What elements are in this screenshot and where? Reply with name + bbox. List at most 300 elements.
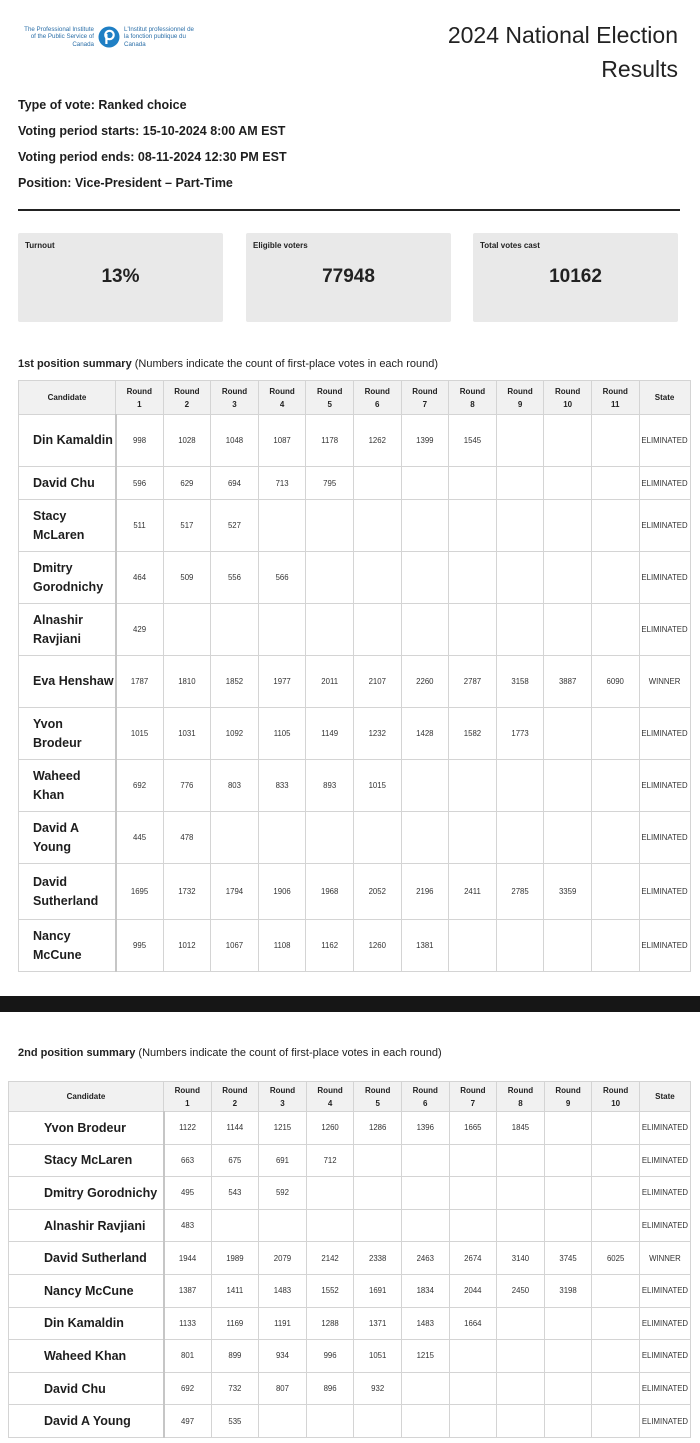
vote-count: 996: [306, 1340, 354, 1373]
vote-count: [591, 864, 639, 920]
vote-count: [591, 760, 639, 812]
vote-count: 556: [211, 552, 259, 604]
vote-count: 1552: [306, 1274, 354, 1307]
vote-count: 663: [164, 1144, 212, 1177]
table-row: [19, 920, 691, 972]
vote-count: 893: [306, 760, 354, 812]
section-divider: [0, 996, 700, 1012]
vote-count: 807: [259, 1372, 307, 1405]
vote-count: [544, 1144, 592, 1177]
voting-period-start: Voting period starts: 15-10-2024 8:00 AM EST: [18, 124, 286, 138]
round-number: 5: [375, 1098, 380, 1108]
round-label: Round: [412, 386, 438, 396]
vote-count: [496, 604, 544, 656]
vote-count: [544, 500, 592, 552]
round-header: [449, 381, 497, 415]
round-number: 1: [185, 1098, 190, 1108]
vote-count: 2052: [353, 864, 401, 920]
round-label: Round: [555, 1085, 581, 1095]
vote-count: [354, 1144, 402, 1177]
vote-count: [496, 812, 544, 864]
turnout-card: [18, 233, 223, 322]
vote-count: 694: [211, 467, 259, 500]
vote-count: 732: [211, 1372, 259, 1405]
candidate-name: Yvon Brodeur: [9, 1112, 164, 1145]
total-votes-label: Total votes cast: [480, 241, 540, 250]
vote-count: 1028: [163, 415, 211, 467]
candidate-name: Stacy McLaren: [19, 500, 116, 552]
round-label: Round: [364, 386, 390, 396]
summary1-title: [18, 358, 438, 370]
candidate-state: ELIMINATED: [639, 604, 690, 656]
candidate-name: Nancy McCune: [19, 920, 116, 972]
candidate-state: ELIMINATED: [639, 1405, 690, 1438]
total-votes-value: 10162: [549, 266, 602, 287]
vote-count: [449, 604, 497, 656]
round-number: 8: [518, 1098, 523, 1108]
vote-count: 1012: [163, 920, 211, 972]
vote-count: 1169: [211, 1307, 259, 1340]
vote-count: 1989: [211, 1242, 259, 1275]
vote-count: [592, 1307, 640, 1340]
election-details: [18, 96, 680, 200]
vote-count: 1664: [449, 1307, 497, 1340]
vote-count: [401, 812, 449, 864]
round-header: [259, 1082, 307, 1112]
vote-count: 692: [164, 1372, 212, 1405]
candidate-state: WINNER: [639, 1242, 690, 1275]
round-label: Round: [221, 386, 248, 396]
vote-count: [258, 812, 306, 864]
vote-count: 1794: [211, 864, 259, 920]
candidate-state: ELIMINATED: [639, 708, 690, 760]
page-header: [0, 0, 700, 90]
vote-count: 543: [211, 1177, 259, 1210]
vote-count: [591, 415, 639, 467]
vote-count: [449, 1144, 497, 1177]
vote-count: 934: [259, 1340, 307, 1373]
candidate-name: Waheed Khan: [19, 760, 116, 812]
vote-count: 596: [116, 467, 164, 500]
vote-count: 3198: [544, 1274, 592, 1307]
vote-count: 1968: [306, 864, 354, 920]
summary2-title-bold: 2nd position summary: [18, 1047, 136, 1059]
vote-count: [353, 604, 401, 656]
round-label: Round: [317, 1085, 343, 1095]
table-row: [19, 552, 691, 604]
vote-count: [592, 1372, 640, 1405]
vote-count: 464: [116, 552, 164, 604]
summary2-table: [8, 1081, 691, 1438]
vote-count: 795: [306, 467, 354, 500]
candidate-state: ELIMINATED: [639, 1209, 690, 1242]
vote-count: 1105: [258, 708, 306, 760]
round-number: 10: [563, 399, 573, 409]
round-header: [497, 1082, 545, 1112]
vote-count: 1944: [164, 1242, 212, 1275]
table-row: [9, 1307, 691, 1340]
vote-count: [544, 1372, 592, 1405]
vote-count: [449, 1372, 497, 1405]
vote-count: 2338: [354, 1242, 402, 1275]
round-label: Round: [602, 1085, 629, 1095]
logo-text-fr: L'Institut professionnel de la fonction publique du Canada: [124, 25, 194, 48]
candidate-name: David Chu: [9, 1372, 164, 1405]
vote-count: 899: [211, 1340, 259, 1373]
vote-count: [449, 1177, 497, 1210]
vote-count: [259, 1405, 307, 1438]
candidate-name: Alnashir Ravjiani: [19, 604, 116, 656]
vote-count: 2785: [496, 864, 544, 920]
vote-count: 2674: [449, 1242, 497, 1275]
vote-count: 1691: [354, 1274, 402, 1307]
round-label: Round: [412, 1085, 438, 1095]
round-number: 6: [423, 1098, 428, 1108]
vote-count: 1371: [354, 1307, 402, 1340]
vote-count: 592: [259, 1177, 307, 1210]
candidate-name: David Chu: [19, 467, 116, 500]
vote-count: [496, 920, 544, 972]
vote-count: 509: [163, 552, 211, 604]
round-header: [592, 1082, 640, 1112]
vote-count: [401, 1144, 449, 1177]
table-row: [19, 656, 691, 708]
vote-count: 1108: [258, 920, 306, 972]
vote-count: [592, 1177, 640, 1210]
vote-count: [401, 467, 449, 500]
vote-count: 3745: [544, 1242, 592, 1275]
vote-count: 1845: [497, 1112, 545, 1145]
turnout-value: 13%: [101, 266, 140, 287]
vote-count: [591, 467, 639, 500]
vote-count: 1262: [353, 415, 401, 467]
candidate-state: ELIMINATED: [639, 864, 690, 920]
round-number: 1: [137, 399, 142, 409]
candidate-name: David Sutherland: [9, 1242, 164, 1275]
round-number: 7: [422, 399, 428, 409]
vote-count: 2107: [353, 656, 401, 708]
vote-count: 2450: [497, 1274, 545, 1307]
candidate-name: Yvon Brodeur: [19, 708, 116, 760]
vote-count: [401, 500, 449, 552]
round-header: [544, 381, 592, 415]
vote-count: 3140: [497, 1242, 545, 1275]
vote-count: [353, 500, 401, 552]
vote-count: [592, 1112, 640, 1145]
vote-count: [211, 604, 259, 656]
vote-count: 2011: [306, 656, 354, 708]
vote-count: [496, 500, 544, 552]
vote-count: 1773: [496, 708, 544, 760]
round-number: 11: [611, 399, 620, 409]
vote-count: [306, 604, 354, 656]
vote-count: 713: [258, 467, 306, 500]
vote-count: 801: [164, 1340, 212, 1373]
candidate-state: WINNER: [639, 656, 690, 708]
vote-count: [258, 500, 306, 552]
table-row: [9, 1242, 691, 1275]
round-label: Round: [222, 1085, 248, 1095]
vote-count: 497: [164, 1405, 212, 1438]
vote-count: 566: [258, 552, 306, 604]
candidate-state: ELIMINATED: [639, 1112, 690, 1145]
vote-count: 2463: [401, 1242, 449, 1275]
vote-count: 1483: [259, 1274, 307, 1307]
vote-count: 1411: [211, 1274, 259, 1307]
summary1-title-rest: (Numbers indicate the count of first-place votes in each round): [131, 358, 439, 370]
round-header: [116, 381, 164, 415]
vote-count: 1387: [164, 1274, 212, 1307]
round-header: [353, 381, 401, 415]
table-row: [9, 1112, 691, 1145]
table-row: [9, 1372, 691, 1405]
vote-count: [544, 415, 592, 467]
vote-count: 1288: [306, 1307, 354, 1340]
round-header: [306, 1082, 354, 1112]
vote-count: 1260: [306, 1112, 354, 1145]
round-header: [258, 381, 306, 415]
vote-count: [353, 552, 401, 604]
vote-count: 896: [306, 1372, 354, 1405]
vote-count: 1834: [401, 1274, 449, 1307]
vote-count: 535: [211, 1405, 259, 1438]
round-number: 8: [470, 399, 475, 409]
vote-count: [353, 467, 401, 500]
vote-count: 1232: [353, 708, 401, 760]
vote-count: 1665: [449, 1112, 497, 1145]
vote-count: [591, 604, 639, 656]
vote-count: [591, 708, 639, 760]
candidate-state: ELIMINATED: [639, 1372, 690, 1405]
round-header: [591, 381, 639, 415]
round-number: 9: [565, 1098, 571, 1108]
vote-count: 1015: [353, 760, 401, 812]
vote-count: [211, 812, 259, 864]
vote-count: 2411: [449, 864, 497, 920]
vote-count: 1215: [259, 1112, 307, 1145]
table-row: [9, 1144, 691, 1177]
vote-count: [497, 1405, 545, 1438]
vote-count: [401, 1372, 449, 1405]
table-row: [9, 1209, 691, 1242]
round-header: [306, 381, 354, 415]
candidate-name: Dmitry Gorodnichy: [9, 1177, 164, 1210]
vote-count: [306, 1405, 354, 1438]
vote-count: [592, 1144, 640, 1177]
vote-count: 1162: [306, 920, 354, 972]
vote-count: [497, 1372, 545, 1405]
vote-count: [259, 1209, 307, 1242]
round-header: [544, 1082, 592, 1112]
vote-type: Type of vote: Ranked choice: [18, 98, 187, 112]
candidate-state: ELIMINATED: [639, 467, 690, 500]
round-header: [496, 381, 544, 415]
vote-count: 629: [163, 467, 211, 500]
vote-count: 1582: [449, 708, 497, 760]
vote-count: 2142: [306, 1242, 354, 1275]
round-number: 3: [232, 399, 237, 409]
vote-count: [591, 552, 639, 604]
table-row: [19, 604, 691, 656]
vote-count: 1149: [306, 708, 354, 760]
vote-count: 3887: [544, 656, 592, 708]
vote-count: 1122: [164, 1112, 212, 1145]
vote-count: [496, 467, 544, 500]
round-label: Round: [317, 386, 343, 396]
vote-count: 1087: [258, 415, 306, 467]
vote-count: [449, 467, 497, 500]
vote-count: 2196: [401, 864, 449, 920]
round-number: 4: [279, 399, 285, 409]
table-row: [19, 812, 691, 864]
round-header: [163, 381, 211, 415]
voting-period-end: Voting period ends: 08-11-2024 12:30 PM EST: [18, 150, 287, 164]
round-header: [401, 1082, 449, 1112]
round-number: 10: [611, 1098, 621, 1108]
table-row: [9, 1340, 691, 1373]
position: Position: Vice-President – Part-Time: [18, 176, 233, 190]
vote-count: [258, 604, 306, 656]
table-row: [9, 1274, 691, 1307]
vote-count: [544, 812, 592, 864]
vote-count: [449, 812, 497, 864]
round-label: Round: [602, 386, 628, 396]
vote-count: [544, 920, 592, 972]
vote-count: [354, 1405, 402, 1438]
vote-count: [353, 812, 401, 864]
state-header: State: [639, 1082, 690, 1112]
vote-count: 2787: [449, 656, 497, 708]
round-number: 2: [232, 1098, 238, 1108]
round-label: Round: [269, 386, 295, 396]
vote-count: 2044: [449, 1274, 497, 1307]
vote-count: [544, 604, 592, 656]
vote-count: [449, 1340, 497, 1373]
vote-count: [544, 1177, 592, 1210]
vote-count: [306, 812, 354, 864]
candidate-state: ELIMINATED: [639, 812, 690, 864]
round-label: Round: [554, 386, 581, 396]
turnout-label: Turnout: [25, 241, 55, 250]
vote-count: 1810: [163, 656, 211, 708]
pipsc-logo: [20, 18, 200, 56]
vote-count: 478: [163, 812, 211, 864]
vote-count: [496, 415, 544, 467]
candidate-name: Alnashir Ravjiani: [9, 1209, 164, 1242]
vote-count: 1260: [353, 920, 401, 972]
round-label: Round: [126, 386, 152, 396]
state-header: State: [639, 381, 690, 415]
vote-count: 1545: [449, 415, 497, 467]
vote-count: [497, 1177, 545, 1210]
round-header: [401, 381, 449, 415]
summary1-table: [18, 380, 691, 972]
vote-count: [401, 604, 449, 656]
vote-count: 1977: [258, 656, 306, 708]
vote-count: [497, 1340, 545, 1373]
vote-count: 6090: [591, 656, 639, 708]
candidate-name: Nancy McCune: [9, 1274, 164, 1307]
candidate-state: ELIMINATED: [639, 500, 690, 552]
vote-count: [354, 1209, 402, 1242]
vote-count: [544, 467, 592, 500]
candidate-name: Dmitry Gorodnichy: [19, 552, 116, 604]
candidate-name: Din Kamaldin: [19, 415, 116, 467]
round-label: Round: [460, 1085, 486, 1095]
vote-count: [401, 760, 449, 812]
vote-count: 495: [164, 1177, 212, 1210]
table-row: [19, 708, 691, 760]
table-row: [9, 1405, 691, 1438]
table-row: [19, 500, 691, 552]
vote-count: 1396: [401, 1112, 449, 1145]
vote-count: [591, 500, 639, 552]
vote-count: [449, 1405, 497, 1438]
vote-count: 932: [354, 1372, 402, 1405]
vote-count: [401, 1177, 449, 1210]
vote-count: [497, 1209, 545, 1242]
table-row: [19, 864, 691, 920]
vote-count: 517: [163, 500, 211, 552]
candidate-name: Waheed Khan: [9, 1340, 164, 1373]
vote-count: [497, 1144, 545, 1177]
vote-count: 511: [116, 500, 164, 552]
vote-count: [544, 760, 592, 812]
vote-count: [592, 1209, 640, 1242]
candidate-state: ELIMINATED: [639, 415, 690, 467]
vote-count: [401, 1209, 449, 1242]
divider-rule: [18, 209, 680, 211]
vote-count: 1178: [306, 415, 354, 467]
vote-count: 803: [211, 760, 259, 812]
vote-count: [544, 1307, 592, 1340]
vote-count: 1381: [401, 920, 449, 972]
vote-count: 833: [258, 760, 306, 812]
vote-count: [163, 604, 211, 656]
round-number: 9: [517, 399, 523, 409]
vote-count: [449, 760, 497, 812]
round-number: 2: [184, 399, 190, 409]
summary2-title: [18, 1047, 442, 1059]
vote-count: [497, 1307, 545, 1340]
total-votes-card: [473, 233, 678, 322]
vote-count: [211, 1209, 259, 1242]
vote-count: 998: [116, 415, 164, 467]
candidate-name: Stacy McLaren: [9, 1144, 164, 1177]
vote-count: 1695: [116, 864, 164, 920]
vote-count: 3359: [544, 864, 592, 920]
candidate-state: ELIMINATED: [639, 1144, 690, 1177]
candidate-state: ELIMINATED: [639, 1274, 690, 1307]
candidate-state: ELIMINATED: [639, 920, 690, 972]
vote-count: 429: [116, 604, 164, 656]
eligible-voters-card: [246, 233, 451, 322]
vote-count: 483: [164, 1209, 212, 1242]
candidate-header: Candidate: [19, 381, 116, 415]
vote-count: [401, 1405, 449, 1438]
vote-count: [354, 1177, 402, 1210]
round-label: Round: [365, 1085, 391, 1095]
candidate-name: Din Kamaldin: [9, 1307, 164, 1340]
candidate-state: ELIMINATED: [639, 760, 690, 812]
vote-count: 1483: [401, 1307, 449, 1340]
eligible-voters-label: Eligible voters: [253, 241, 308, 250]
round-label: Round: [507, 386, 533, 396]
round-label: Round: [174, 1085, 200, 1095]
vote-count: 692: [116, 760, 164, 812]
vote-count: [544, 1209, 592, 1242]
vote-count: 1215: [401, 1340, 449, 1373]
